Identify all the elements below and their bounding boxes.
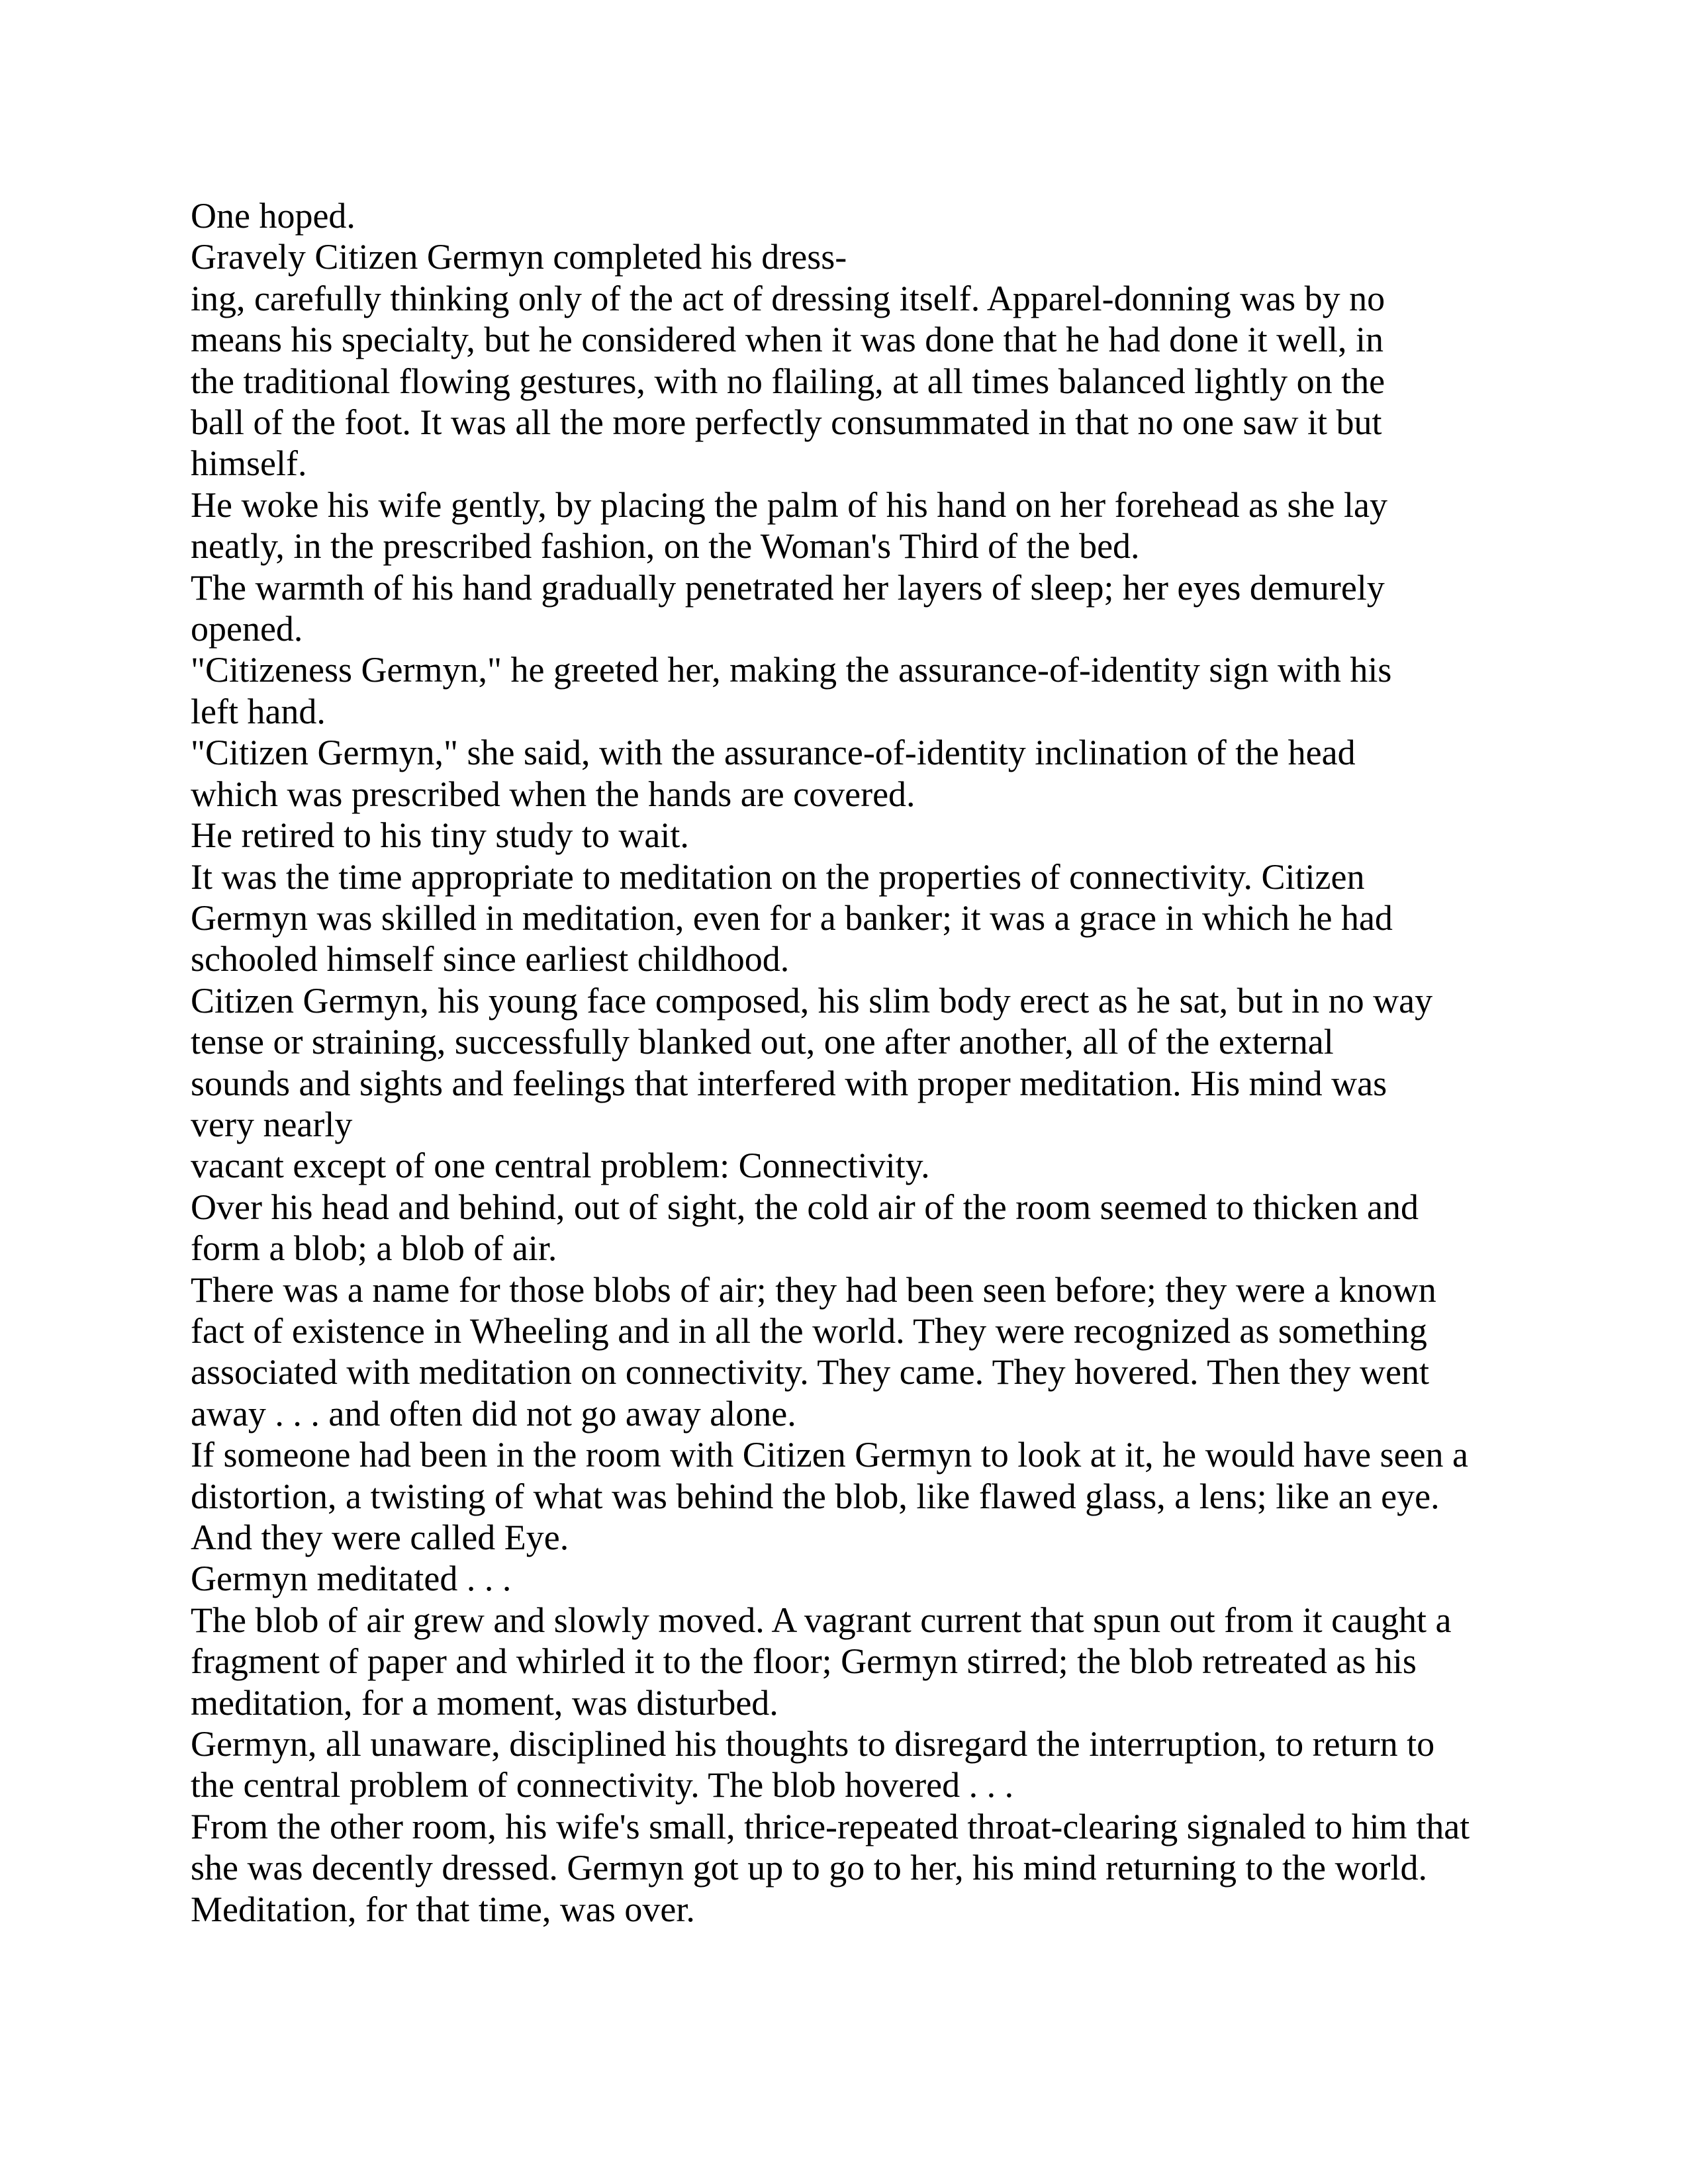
text-line: It was the time appropriate to meditation on the properties of connectivity. Citizen — [191, 856, 1365, 897]
text-line: distortion, a twisting of what was behind the blob, like flawed glass, a lens; like an eye. — [191, 1476, 1440, 1516]
text-line: He retired to his tiny study to wait. — [191, 815, 689, 856]
text-line: the traditional flowing gestures, with no flailing, at all times balanced lightly on the — [191, 361, 1385, 401]
text-line: He woke his wife gently, by placing the palm of his hand on her forehead as she lay — [191, 484, 1387, 525]
text-line: she was decently dressed. Germyn got up to go to her, his mind returning to the world. — [191, 1848, 1427, 1888]
text-line: vacant except of one central problem: Connectivity. — [191, 1146, 930, 1186]
text-line: If someone had been in the room with Citizen Germyn to look at it, he would have seen a — [191, 1435, 1468, 1475]
document-body — [191, 195, 1470, 1930]
text-line: away . . . and often did not go away alone. — [191, 1393, 796, 1433]
text-line: "Citizen Germyn," she said, with the assurance-of-identity inclination of the head — [191, 733, 1356, 773]
text-line: From the other room, his wife's small, thrice-repeated throat-clearing signaled to him that — [191, 1806, 1470, 1846]
text-line: Meditation, for that time, was over. — [191, 1889, 695, 1929]
text-line: fact of existence in Wheeling and in all the world. They were recognized as something — [191, 1310, 1427, 1351]
text-line: ball of the foot. It was all the more perfectly consummated in that no one saw it but — [191, 402, 1382, 443]
text-line: left hand. — [191, 691, 326, 731]
text-line: Over his head and behind, out of sight, the cold air of the room seemed to thicken and — [191, 1187, 1419, 1227]
text-line: the central problem of connectivity. The blob hovered . . . — [191, 1765, 1014, 1805]
text-line: tense or straining, successfully blanked out, one after another, all of the external — [191, 1022, 1334, 1062]
text-line: associated with meditation on connectivity. They came. They hovered. Then they went — [191, 1352, 1429, 1392]
text-line: fragment of paper and whirled it to the floor; Germyn stirred; the blob retreated as his — [191, 1641, 1417, 1682]
text-line: Germyn, all unaware, disciplined his thoughts to disregard the interruption, to return to — [191, 1724, 1435, 1764]
text-line: very nearly — [191, 1104, 353, 1144]
text-line: "Citizeness Germyn," he greeted her, making the assurance-of-identity sign with his — [191, 650, 1392, 690]
text-line: And they were called Eye. — [191, 1518, 569, 1557]
text-line: Germyn was skilled in meditation, even for a banker; it was a grace in which he had — [191, 897, 1393, 938]
text-line: Gravely Citizen Germyn completed his dress- — [191, 237, 847, 277]
text-line: means his specialty, but he considered when it was done that he had done it well, in — [191, 320, 1384, 360]
text-line: meditation, for a moment, was disturbed. — [191, 1682, 778, 1723]
text-line: himself. — [191, 443, 307, 484]
text-line: Citizen Germyn, his young face composed, his slim body erect as he sat, but in no way — [191, 980, 1433, 1021]
text-line: neatly, in the prescribed fashion, on the Woman's Third of the bed. — [191, 526, 1140, 567]
text-line: ing, carefully thinking only of the act of dressing itself. Apparel-donning was by no — [191, 278, 1385, 318]
text-line: The warmth of his hand gradually penetrated her layers of sleep; her eyes demurely — [191, 567, 1385, 608]
text-line: There was a name for those blobs of air; they had been seen before; they were a known — [191, 1269, 1436, 1310]
text-line: One hoped. — [191, 196, 355, 236]
text-line: which was prescribed when the hands are covered. — [191, 774, 915, 814]
text-line: The blob of air grew and slowly moved. A vagrant current that spun out from it caught a — [191, 1600, 1452, 1640]
text-line: form a blob; a blob of air. — [191, 1228, 557, 1269]
text-line: schooled himself since earliest childhood. — [191, 939, 790, 979]
text-line: sounds and sights and feelings that interfered with proper meditation. His mind was — [191, 1063, 1387, 1103]
text-line: Germyn meditated . . . — [191, 1559, 512, 1599]
text-line: opened. — [191, 609, 303, 649]
